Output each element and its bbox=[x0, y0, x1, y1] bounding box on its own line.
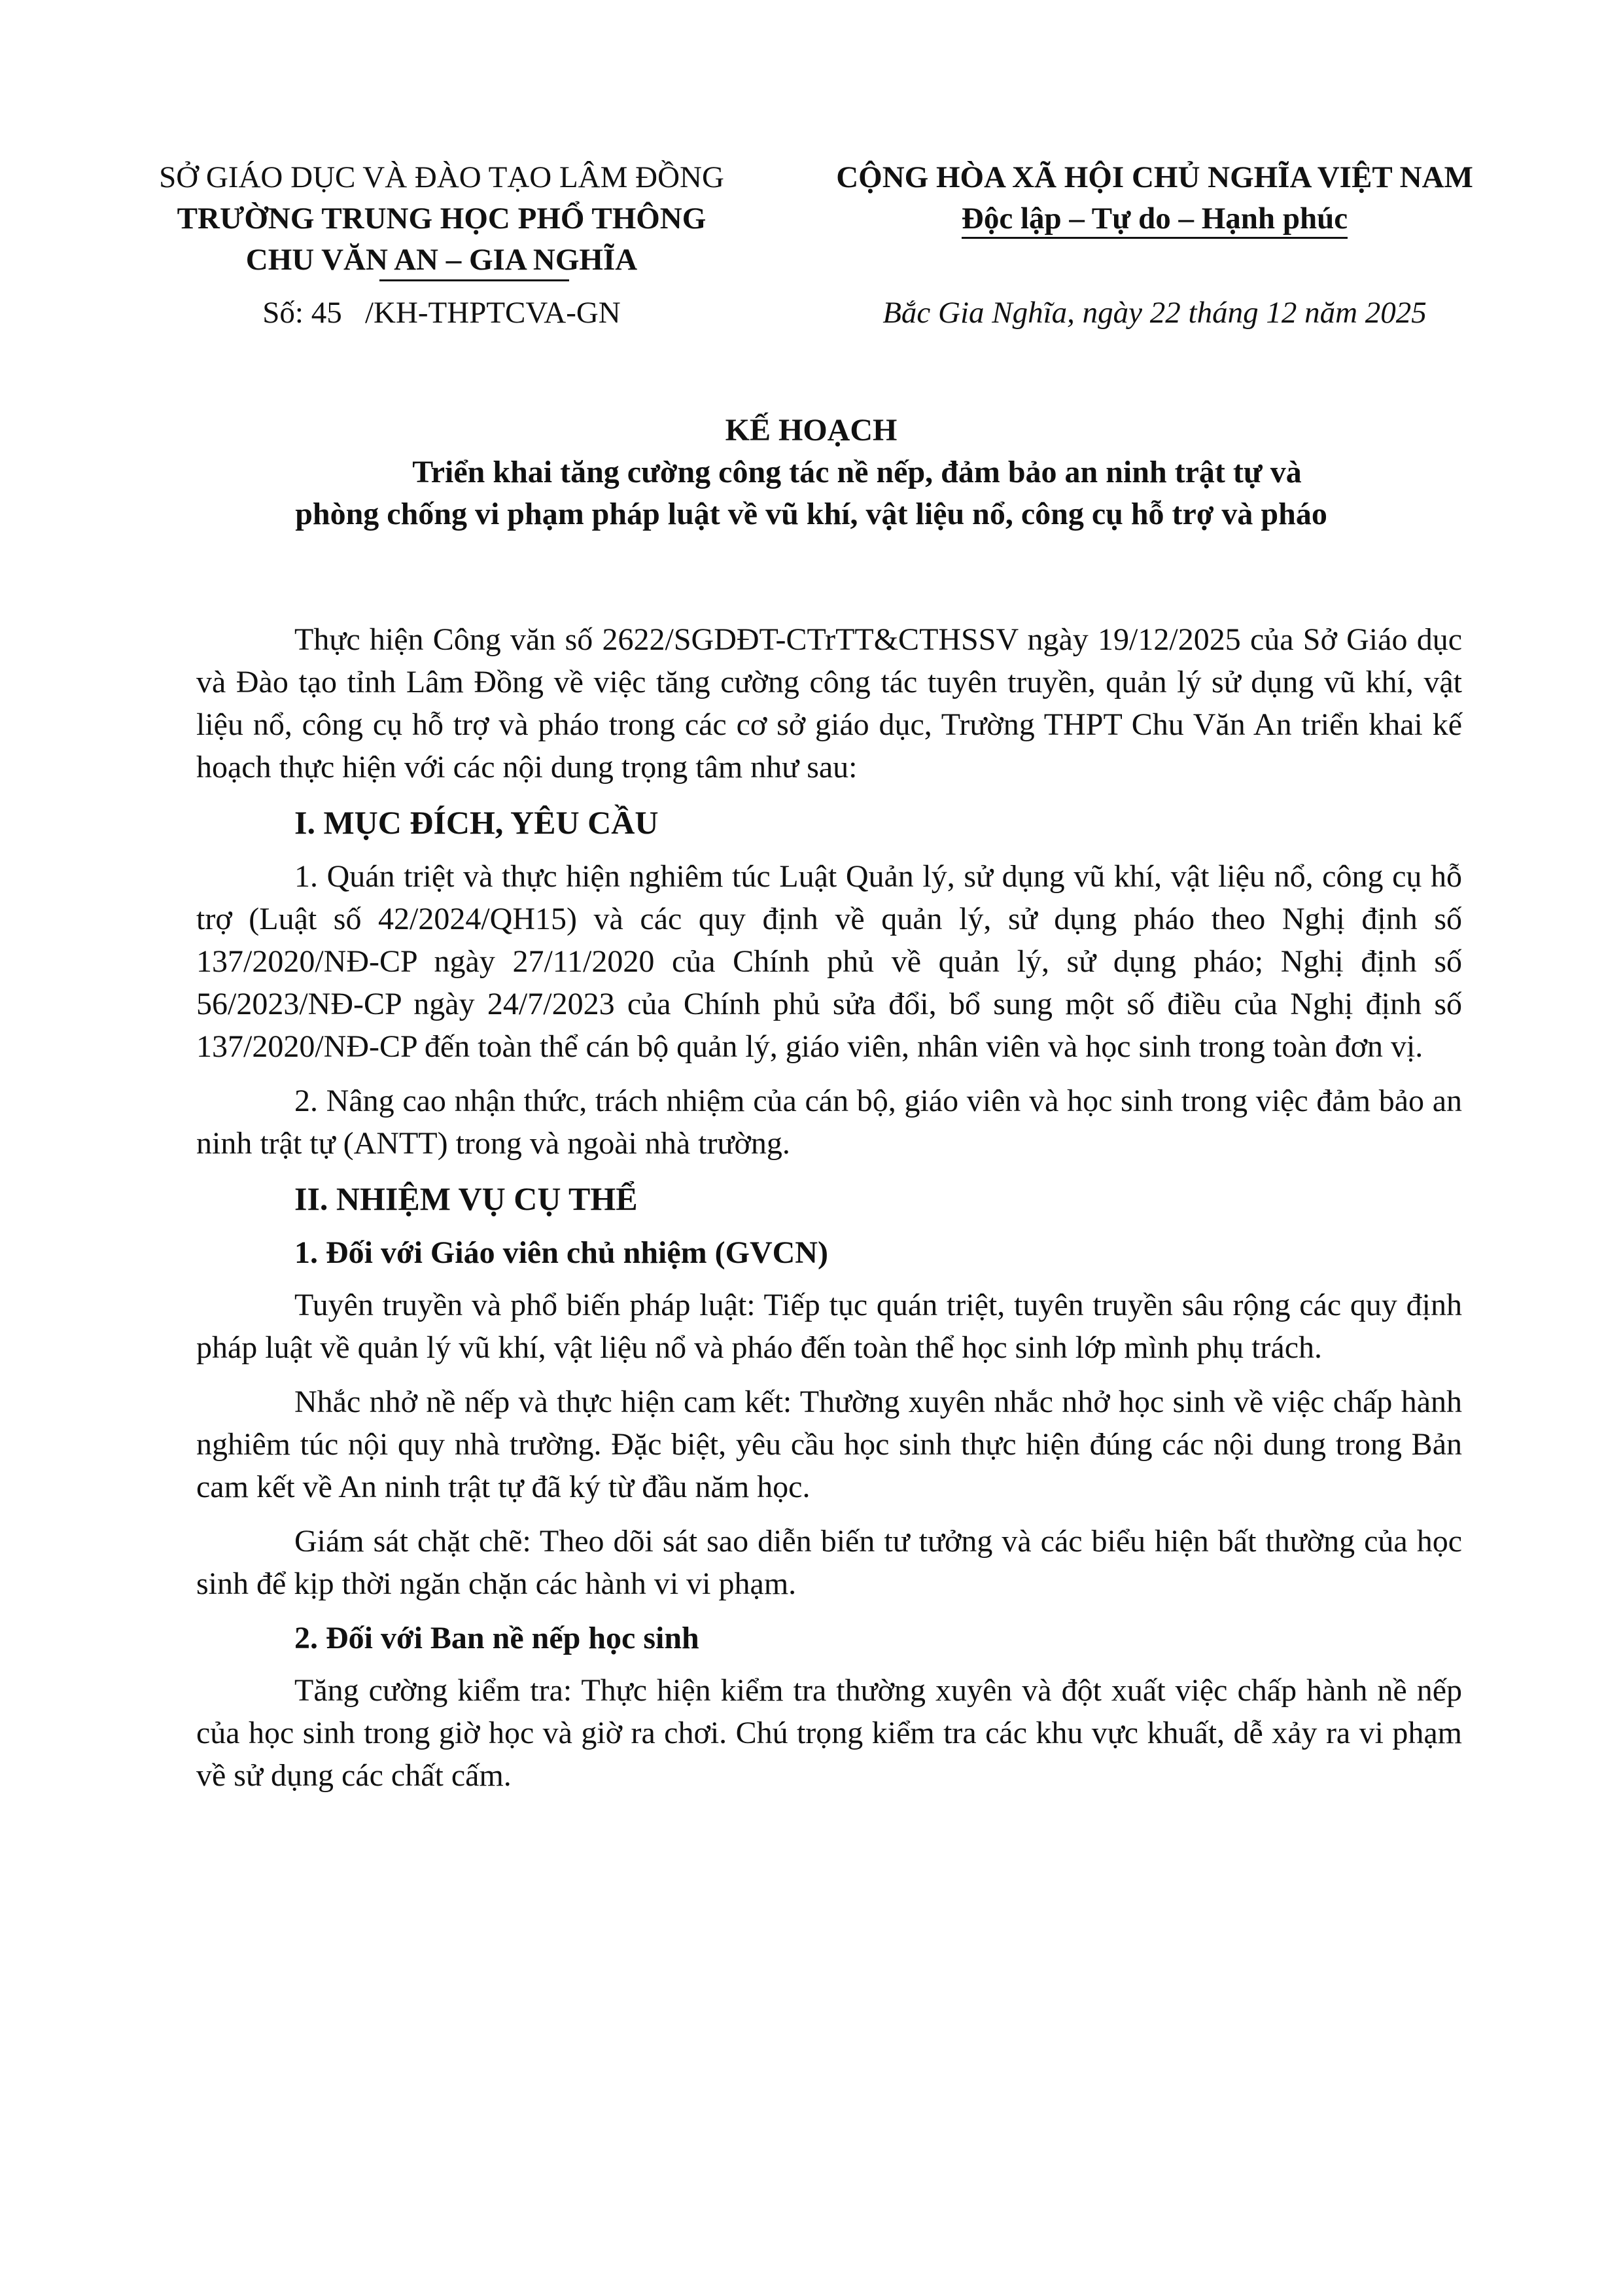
country-name: CỘNG HÒA XÃ HỘI CHỦ NGHĨA VIỆT NAM bbox=[836, 160, 1473, 194]
homeroom-paragraph-1: Tuyên truyền và phổ biến pháp luật: Tiếp tục quán triệt, tuyên truyền sâu rộng các quy định pháp luật về quản lý vũ khí, vật liệu nổ và pháo đến toàn thể học sinh lớp mình phụ trách. bbox=[196, 1288, 1462, 1365]
agency-underline bbox=[379, 279, 569, 281]
national-motto: Độc lập – Tự do – Hạnh phúc bbox=[962, 202, 1348, 239]
title-main: KẾ HOẠCH bbox=[725, 413, 898, 448]
document-body bbox=[196, 618, 1462, 1809]
subsection-heading-homeroom-teachers: 1. Đối với Giáo viên chủ nhiệm (GVCN) bbox=[294, 1235, 828, 1270]
purpose-item-1: 1. Quán triệt và thực hiện nghiêm túc Luật Quản lý, sử dụng vũ khí, vật liệu nổ, công cụ hỗ trợ (Luật số 42/2024/QH15) và các quy định về quản lý, sử dụng pháo theo Nghị định số 137/2020/NĐ-CP ngày 27/11/2020 của Chính phủ về quản lý, sử dụng pháo; Nghị định số 56/2023/NĐ-CP ngày 24/7/2023 của Chính phủ sửa đổi, bổ sung một số điều của Nghị định số 137/2020/NĐ-CP đến toàn thể cán bộ quản lý, giáo viên, nhân viên và học sinh trong toàn đơn vị. bbox=[196, 859, 1462, 1064]
subsection-heading-discipline-board: 2. Đối với Ban nề nếp học sinh bbox=[294, 1621, 699, 1655]
homeroom-paragraph-3: Giám sát chặt chẽ: Theo dõi sát sao diễn biến tư tưởng và các biểu hiện bất thường của học sinh để kịp thời ngăn chặn các hành vi vi phạm. bbox=[196, 1524, 1462, 1601]
discipline-paragraph-1: Tăng cường kiểm tra: Thực hiện kiểm tra thường xuyên và đột xuất việc chấp hành nề nếp của học sinh trong giờ học và giờ ra chơi. Chú trọng kiểm tra các khu vực khuất, dễ xảy ra vi phạm về sử dụng các chất cấm. bbox=[196, 1673, 1462, 1793]
section-heading-purpose: I. MỤC ĐÍCH, YÊU CẦU bbox=[294, 804, 659, 841]
intro-paragraph: Thực hiện Công văn số 2622/SGDĐT-CTrTT&CTHSSV ngày 19/12/2025 của Sở Giáo dục và Đào tạo tỉnh Lâm Đồng về việc tăng cường công tác tuyên truyền, quản lý sử dụng vũ khí, vật liệu nổ, công cụ hỗ trợ và pháo trong các cơ sở giáo dục, Trường THPT Chu Văn An triển khai kế hoạch thực hiện với các nội dung trọng tâm như sau: bbox=[196, 622, 1462, 785]
school-name-line2: CHU VĂN AN – GIA NGHĨA bbox=[245, 243, 638, 277]
homeroom-paragraph-2: Nhắc nhở nề nếp và thực hiện cam kết: Thường xuyên nhắc nhở học sinh về việc chấp hành nghiêm túc nội quy nhà trường. Đặc biệt, yêu cầu học sinh thực hiện đúng các nội dung trong Bản cam kết về An ninh trật tự đã ký từ đầu năm học. bbox=[196, 1385, 1462, 1504]
purpose-item-2: 2. Nâng cao nhận thức, trách nhiệm của cán bộ, giáo viên và học sinh trong việc đảm bảo an ninh trật tự (ANTT) trong và ngoài nhà trường. bbox=[196, 1084, 1462, 1161]
school-name-line1: TRƯỜNG TRUNG HỌC PHỔ THÔNG bbox=[177, 202, 707, 236]
national-title-block bbox=[785, 157, 1524, 239]
department-name: SỞ GIÁO DỤC VÀ ĐÀO TẠO LÂM ĐỒNG bbox=[159, 160, 724, 194]
section-heading-tasks: II. NHIỆM VỤ CỤ THỂ bbox=[294, 1180, 638, 1217]
title-subtitle-line1: Triển khai tăng cường công tác nề nếp, đảm bảo an ninh trật tự và bbox=[412, 455, 1302, 489]
document-title bbox=[98, 410, 1524, 535]
issuing-agency-block bbox=[98, 157, 785, 281]
title-subtitle-line2: phòng chống vi phạm pháp luật về vũ khí, vật liệu nổ, công cụ hỗ trợ và pháo bbox=[295, 497, 1327, 531]
document-number: Số: 45 /KH-THPTCVA-GN bbox=[262, 296, 621, 330]
place-and-date: Bắc Gia Nghĩa, ngày 22 tháng 12 năm 2025 bbox=[882, 296, 1427, 330]
